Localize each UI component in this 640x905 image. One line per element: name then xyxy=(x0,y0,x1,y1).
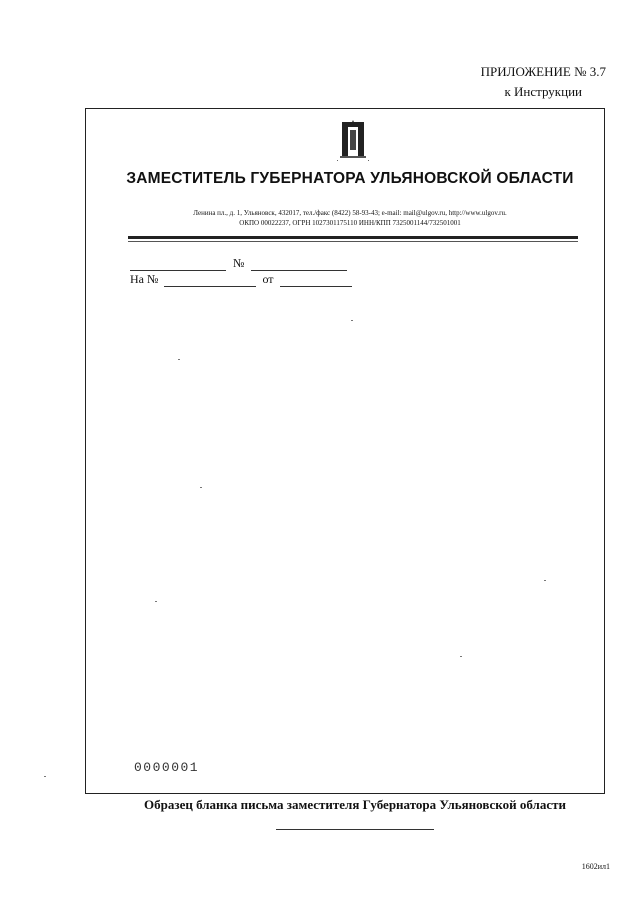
number-blank[interactable] xyxy=(251,258,347,271)
serial-number: 0000001 xyxy=(134,760,200,775)
appendix-title: ПРИЛОЖЕНИЕ № 3.7 xyxy=(480,64,606,79)
scan-speck xyxy=(200,487,202,488)
number-sign: № xyxy=(233,256,245,270)
date-number-row xyxy=(130,256,347,271)
address-line: Ленина пл., д. 1, Ульяновск, 432017, тел./факс (8422) 58-93-43; e-mail: mail@ulgov.ru, http://www.ulgov.ru. xyxy=(193,209,507,217)
reference-date-blank[interactable] xyxy=(280,274,352,287)
from-label: от xyxy=(262,272,274,286)
organization-title: ЗАМЕСТИТЕЛЬ ГУБЕРНАТОРА УЛЬЯНОВСКОЙ ОБЛАСТИ xyxy=(126,170,574,187)
reference-row xyxy=(130,272,352,287)
date-blank[interactable] xyxy=(130,258,226,271)
scan-speck xyxy=(460,656,462,657)
appendix-subtitle: к Инструкции xyxy=(504,84,582,99)
document-code: 1602ил1 xyxy=(581,862,610,871)
scan-speck xyxy=(44,776,46,777)
scan-speck xyxy=(544,580,546,581)
ulyanovsk-region-emblem-icon xyxy=(335,118,371,162)
header-rule-thin xyxy=(128,241,578,242)
scan-speck xyxy=(178,359,180,360)
caption-underline xyxy=(276,829,434,830)
registration-line: ОКПО 00022237, ОГРН 1027301175110 ИНН/КПП 7325001144/732501001 xyxy=(239,219,461,227)
reference-prefix: На № xyxy=(130,272,159,286)
scan-speck xyxy=(155,601,157,602)
sample-caption: Образец бланка письма заместителя Губернатора Ульяновской области xyxy=(144,797,566,812)
scan-speck xyxy=(351,320,353,321)
header-rule xyxy=(128,236,578,239)
reference-number-blank[interactable] xyxy=(164,274,256,287)
